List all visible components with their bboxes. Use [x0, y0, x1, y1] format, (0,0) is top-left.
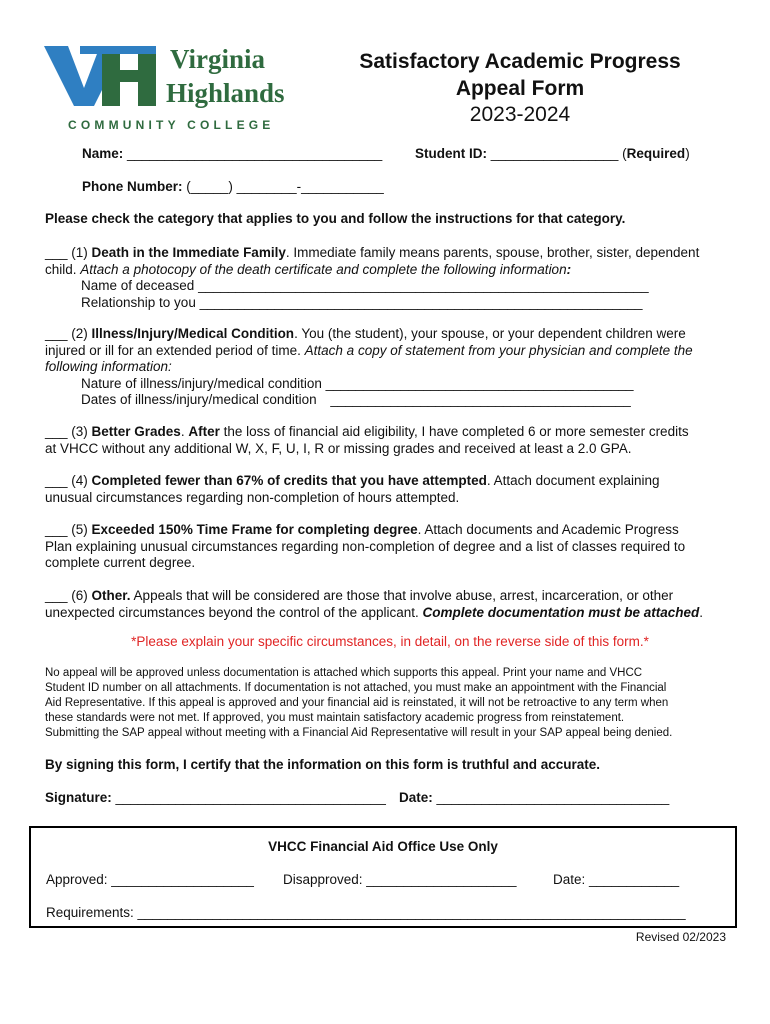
- category-6-title: Other.: [91, 588, 131, 603]
- category-6-text: Appeals that will be considered are those that involve abuse, arrest, incarceration, or other: [130, 588, 674, 603]
- category-4: [45, 473, 745, 506]
- required-word: Required: [626, 146, 686, 161]
- office-use-box: [29, 826, 737, 928]
- category-5-line-2: Plan explaining unusual circumstances regarding non-completion of degree and a list of classes required to: [45, 538, 686, 554]
- logo-subtitle: COMMUNITY COLLEGE: [68, 118, 275, 132]
- category-6-documentation-note: Complete documentation must be attached: [422, 604, 700, 620]
- category-1-title: Death in the Immediate Family: [91, 245, 286, 260]
- logo-word-highlands: Highlands: [166, 78, 285, 108]
- relationship-line[interactable]: ___________________________________________________________: [199, 294, 643, 310]
- signature-date-field[interactable]: [399, 790, 669, 805]
- category-4-text: . Attach document explaining: [486, 473, 660, 488]
- category-2-text: . You (the student), your spouse, or your dependent children were: [294, 326, 686, 341]
- name-line[interactable]: __________________________________: [127, 146, 383, 161]
- logo-h-bar: [102, 70, 156, 82]
- title-line-1: Satisfactory Academic Progress: [359, 50, 681, 73]
- deceased-name-label: Name of deceased: [81, 278, 195, 293]
- explain-note: *Please explain your specific circumstances, in detail, on the reverse side of this form.*: [131, 634, 649, 649]
- form-year: 2023-2024: [469, 103, 571, 126]
- title-line-2: Appeal Form: [455, 77, 585, 100]
- office-requirements-field[interactable]: Requirements: _________________________________________________________________________: [46, 905, 686, 920]
- illness-dates-label: Dates of illness/injury/medical condition: [81, 392, 317, 407]
- category-3-line-2: at VHCC without any additional W, X, F, U, I, R or missing grades and received at least a 2.0 GPA.: [45, 440, 632, 456]
- category-4-line-1: [45, 473, 745, 490]
- category-3-text-2: the loss of financial aid eligibility, I have completed 6 or more semester credits: [219, 424, 689, 439]
- logo-top-bar: [80, 46, 156, 54]
- category-5-line-3: complete current degree.: [45, 555, 196, 570]
- category-1: [45, 245, 735, 311]
- illness-nature-label: Nature of illness/injury/medical condition: [81, 375, 322, 391]
- category-2-line-2-plain: injured or ill for an extended period of time.: [45, 342, 305, 358]
- student-id-label: Student ID:: [415, 146, 487, 161]
- phone-line[interactable]: (_____) ________-___________: [186, 179, 384, 194]
- category-1-line-2: [45, 262, 735, 279]
- office-disapproved-field[interactable]: Disapproved: ____________________: [283, 872, 517, 887]
- relationship-field[interactable]: [45, 295, 735, 312]
- category-2: [45, 326, 735, 409]
- category-3-title: Better Grades: [91, 424, 181, 439]
- category-5-title: Exceeded 150% Time Frame for completing degree: [91, 522, 418, 537]
- name-label: Name:: [82, 146, 124, 161]
- policy-line-3: Aid Representative. If this appeal is approved and your financial aid is reinstated, it will not be retroactive to any term when: [45, 697, 669, 709]
- category-5-text: . Attach documents and Academic Progress: [417, 522, 679, 537]
- signature-field[interactable]: [45, 790, 386, 805]
- category-6-line-2: [45, 605, 745, 622]
- deceased-name-field[interactable]: [45, 278, 735, 295]
- policy-line-5: Submitting the SAP appeal without meeting with a Financial Aid Representative will result in your SAP appeal being denied.: [45, 727, 673, 739]
- category-6-checkbox[interactable]: ___ (6): [45, 588, 92, 603]
- policy-line-2: Student ID number on all attachments. If documentation is not attached, you must make an appointment with the Financial: [45, 682, 667, 694]
- phone-label: Phone Number:: [82, 179, 183, 194]
- category-2-line-2-italic: Attach a copy of statement from your physician and complete the: [304, 342, 693, 358]
- category-4-checkbox[interactable]: ___ (4): [45, 473, 92, 488]
- signature-date-label: Date:: [399, 790, 433, 805]
- category-6-line-1: [45, 588, 745, 605]
- revised-date: Revised 02/2023: [635, 930, 726, 944]
- category-2-checkbox[interactable]: ___ (2): [45, 326, 92, 341]
- student-id-field[interactable]: [415, 146, 690, 161]
- category-1-line-1: [45, 245, 735, 262]
- required-open-paren: (: [622, 146, 627, 161]
- signature-label: Signature:: [45, 790, 112, 805]
- category-5-checkbox[interactable]: ___ (5): [45, 522, 92, 537]
- category-6: [45, 588, 745, 621]
- category-1-text: . Immediate family means parents, spouse, brother, sister, dependent: [285, 245, 700, 260]
- form-title: [330, 48, 710, 102]
- category-1-checkbox[interactable]: ___ (1): [45, 245, 92, 260]
- category-5: [45, 522, 745, 572]
- signature-date-line[interactable]: _______________________________: [436, 790, 670, 805]
- policy-line-4: these standards were not met. If approved, you must maintain satisfactory academic progress from reinstatement.: [45, 712, 625, 724]
- required-close-paren: ): [685, 146, 690, 161]
- phone-field[interactable]: [82, 179, 384, 194]
- office-date-field[interactable]: Date: ____________: [553, 872, 680, 887]
- category-2-line-1: [45, 326, 735, 343]
- category-3: [45, 424, 745, 457]
- office-approved-field[interactable]: Approved: ___________________: [46, 872, 254, 887]
- category-3-line-1: [45, 424, 745, 441]
- deceased-name-line[interactable]: ____________________________________________________________: [198, 278, 649, 293]
- category-1-line-2-colon: :: [566, 261, 572, 277]
- category-1-line-2-italic: Attach a photocopy of the death certificate and complete the following information: [80, 261, 567, 277]
- category-2-title: Illness/Injury/Medical Condition: [91, 326, 295, 341]
- vhcc-logo: [40, 40, 320, 140]
- illness-nature-line[interactable]: _________________________________________: [325, 375, 634, 391]
- name-field[interactable]: [82, 146, 382, 161]
- category-3-after: After: [188, 424, 220, 439]
- student-id-line[interactable]: _________________: [490, 146, 619, 161]
- policy-paragraph: [45, 666, 727, 741]
- illness-nature-field[interactable]: [45, 376, 735, 393]
- category-6-line-2-end: .: [699, 604, 704, 620]
- category-2-line-3: following information:: [45, 359, 172, 374]
- policy-line-1: No appeal will be approved unless documentation is attached which supports this appeal. Print your name and VHCC: [45, 667, 643, 679]
- illness-dates-line[interactable]: ________________________________________: [330, 392, 631, 407]
- category-6-line-2-plain: unexpected circumstances beyond the control of the applicant.: [45, 604, 423, 620]
- signature-line[interactable]: ____________________________________: [115, 790, 386, 805]
- logo-word-virginia: Virginia: [170, 44, 266, 74]
- illness-dates-field[interactable]: [45, 392, 735, 409]
- vhcc-logo-mark: [40, 40, 320, 140]
- category-4-line-2: unusual circumstances regarding non-completion of hours attempted.: [45, 489, 460, 505]
- category-4-title: Completed fewer than 67% of credits that you have attempted: [91, 473, 487, 488]
- instructions: Please check the category that applies to you and follow the instructions for that category.: [45, 211, 626, 226]
- relationship-label: Relationship to you: [81, 294, 196, 310]
- certify-statement: By signing this form, I certify that the information on this form is truthful and accurate.: [45, 757, 601, 772]
- category-1-line-2-plain: child.: [45, 261, 81, 277]
- category-3-text-1: .: [180, 424, 189, 439]
- category-3-checkbox[interactable]: ___ (3): [45, 424, 92, 439]
- category-2-line-2: [45, 343, 735, 360]
- category-5-line-1: [45, 522, 745, 539]
- office-use-title: VHCC Financial Aid Office Use Only: [268, 839, 498, 854]
